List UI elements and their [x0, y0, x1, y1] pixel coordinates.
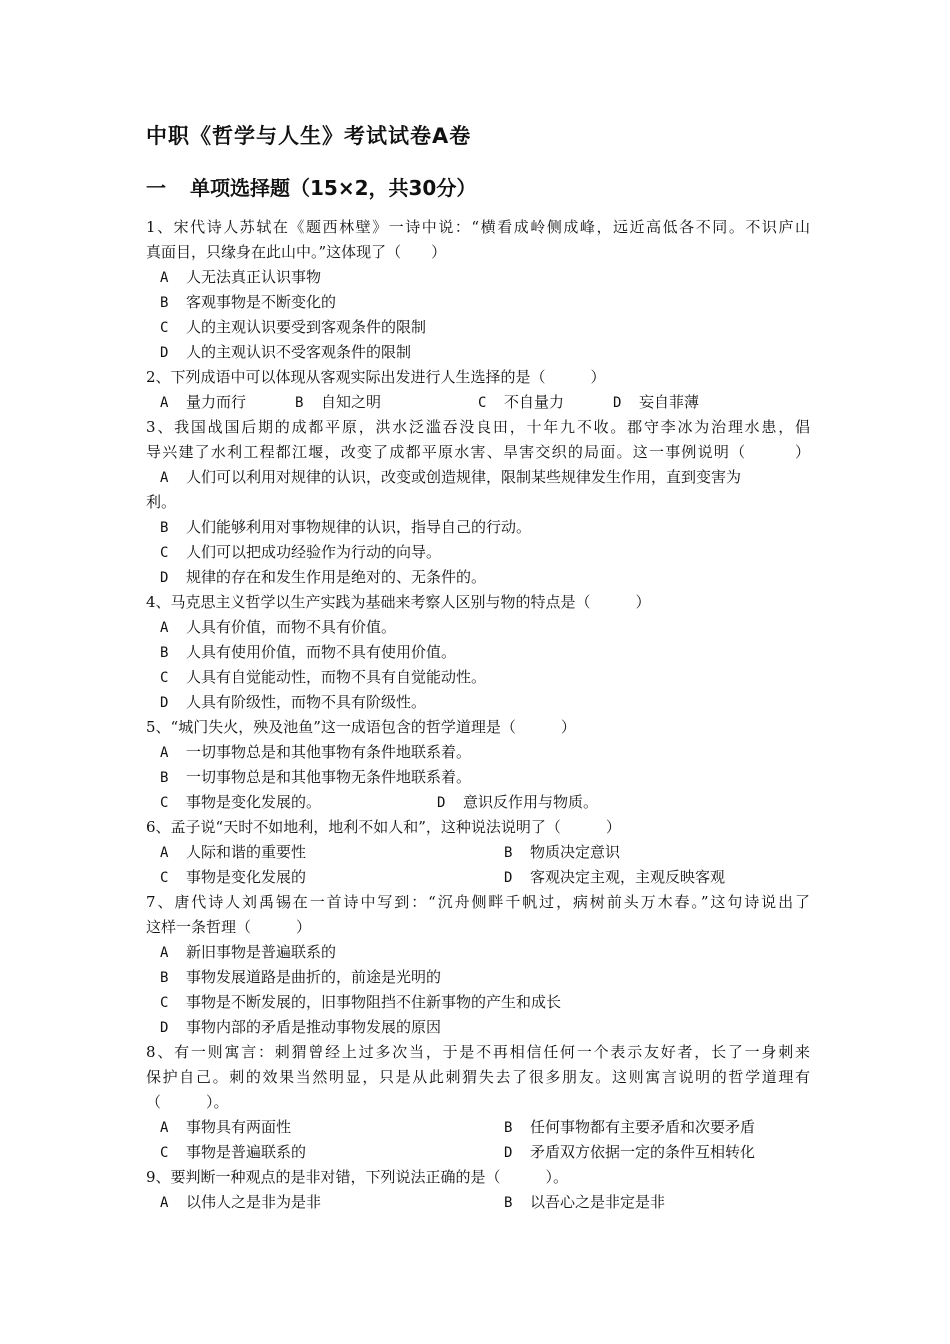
question-3-text-cont: 导兴建了水利工程都江堰，改变了成都平原水害、旱害交织的局面。这一事例说明（ ）	[146, 443, 810, 461]
question-7-option-a: A 新旧事物是普遍联系的	[160, 943, 337, 961]
question-7-option-b: B 事物发展道路是曲折的，前途是光明的	[160, 968, 442, 986]
question-3-option-c: C 人们可以把成功经验作为行动的向导。	[160, 543, 442, 561]
question-7-option-c: C 事物是不断发展的，旧事物阻挡不住新事物的产生和成长	[160, 993, 562, 1011]
question-4-option-d: D 人具有阶级性，而物不具有阶级性。	[160, 693, 427, 711]
question-6-text: 6、孟子说“天时不如地利，地利不如人和”，这种说法说明了（ ）	[146, 818, 621, 836]
question-6-option-b: B 物质决定意识	[504, 843, 621, 861]
question-3-option-b: B 人们能够利用对事物规律的认识，指导自己的行动。	[160, 518, 532, 536]
question-3-option-d: D 规律的存在和发生作用是绝对的、无条件的。	[160, 568, 487, 586]
question-8-option-a: A 事物具有两面性	[160, 1118, 292, 1136]
question-5-option-d: D 意识反作用与物质。	[437, 793, 599, 811]
question-7-option-d: D 事物内部的矛盾是推动事物发展的原因	[160, 1018, 442, 1036]
question-4-option-c: C 人具有自觉能动性，而物不具有自觉能动性。	[160, 668, 487, 686]
section-heading	[146, 172, 476, 201]
question-1-option-d: D 人的主观认识不受客观条件的限制	[160, 343, 412, 361]
question-1-text-cont: 真面目，只缘身在此山中。”这体现了（ ）	[146, 243, 447, 261]
question-4-text: 4、马克思主义哲学以生产实践为基础来考察人区别与物的特点是（ ）	[146, 593, 651, 611]
question-4-option-a: A 人具有价值，而物不具有价值。	[160, 618, 397, 636]
section-label: 单项选择题（15×2，共30分）	[190, 176, 477, 200]
question-2-option-b: B 自知之明	[295, 393, 382, 411]
question-2-option-c: C 不自量力	[478, 393, 565, 411]
question-5-text: 5、“城门失火，殃及池鱼”这一成语包含的哲学道理是（ ）	[146, 718, 576, 736]
question-6-option-c: C 事物是变化发展的	[160, 868, 307, 886]
question-8-text-cont: 保护自己。刺的效果当然明显，只是从此刺猬失去了很多朋友。这则寓言说明的哲学道理有	[146, 1068, 810, 1086]
question-7-text-cont: 这样一条哲理（ ）	[146, 918, 312, 936]
question-1-option-c: C 人的主观认识要受到客观条件的限制	[160, 318, 427, 336]
question-9-option-b: B 以吾心之是非定是非	[504, 1193, 666, 1211]
question-8-text: 8、有一则寓言：刺猬曾经上过多次当，于是不再相信任何一个表示友好者，长了一身刺来	[146, 1043, 810, 1061]
question-5-option-b: B 一切事物总是和其他事物无条件地联系着。	[160, 768, 472, 786]
exam-title: 中职《哲学与人生》考试试卷A卷	[146, 124, 472, 148]
question-5-option-a: A 一切事物总是和其他事物有条件地联系着。	[160, 743, 472, 761]
question-1-option-a: A 人无法真正认识事物	[160, 268, 322, 286]
question-2-option-a: A 量力而行	[160, 393, 247, 411]
question-3-text: 3、我国战国后期的成都平原，洪水泛滥吞没良田，十年九不收。郡守李冰为治理水患，倡	[146, 418, 810, 436]
question-6-option-a: A 人际和谐的重要性	[160, 843, 307, 861]
question-2-option-d: D 妄自菲薄	[613, 393, 700, 411]
question-2-text: 2、下列成语中可以体现从客观实际出发进行人生选择的是（ ）	[146, 368, 606, 386]
question-7-text: 7、唐代诗人刘禹锡在一首诗中写到：“沉舟侧畔千帆过，病树前头万木春。”这句诗说出了	[146, 893, 810, 911]
question-9-option-a: A 以伟人之是非为是非	[160, 1193, 322, 1211]
question-3-option-a: A 人们可以利用对规律的认识，改变或创造规律，限制某些规律发生作用，直到变害为	[160, 468, 742, 486]
question-5-option-c: C 事物是变化发展的。	[160, 793, 322, 811]
question-6-option-d: D 客观决定主观，主观反映客观	[504, 868, 726, 886]
question-1-text: 1、宋代诗人苏轼在《题西林壁》一诗中说：“横看成岭侧成峰，远近高低各不同。不识庐山	[146, 218, 810, 236]
question-9-text: 9、要判断一种观点的是非对错，下列说法正确的是（ ）。	[146, 1168, 569, 1186]
question-8-option-b: B 任何事物都有主要矛盾和次要矛盾	[504, 1118, 756, 1136]
question-8-text-cont-2: （ ）。	[146, 1093, 229, 1111]
question-8-option-d: D 矛盾双方依据一定的条件互相转化	[504, 1143, 756, 1161]
question-4-option-b: B 人具有使用价值，而物不具有使用价值。	[160, 643, 457, 661]
question-1-option-b: B 客观事物是不断变化的	[160, 293, 337, 311]
question-8-option-c: C 事物是普遍联系的	[160, 1143, 307, 1161]
question-3-option-a-cont: 利。	[146, 493, 177, 511]
section-number: 一	[146, 176, 166, 200]
